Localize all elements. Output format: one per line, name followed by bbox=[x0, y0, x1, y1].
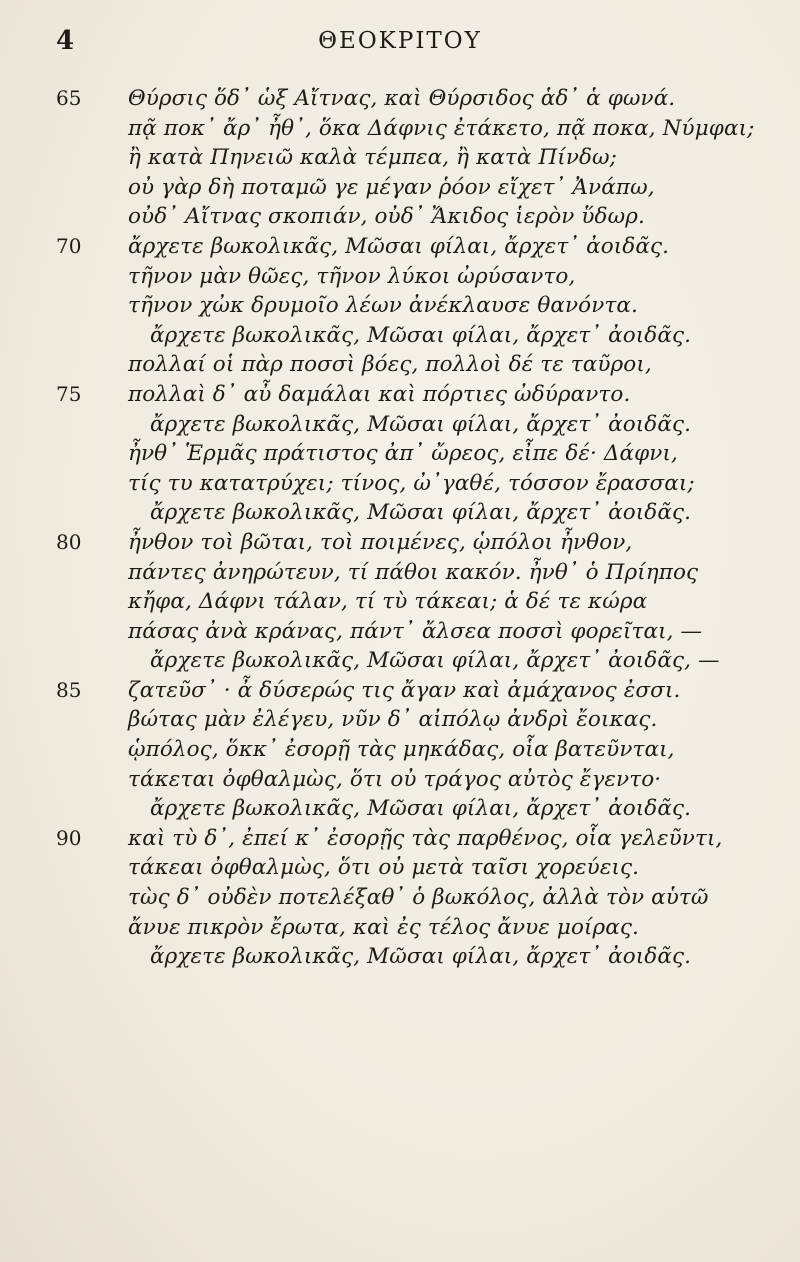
verse-line bbox=[0, 676, 800, 706]
verse-line bbox=[0, 202, 800, 232]
refrain-line-text: ἄρχετε βωκολικᾶς, Μῶσαι φίλαι, ἄρχετ᾽ ἀοιδᾶς. bbox=[150, 944, 692, 970]
verse-line-text: πάντες ἀνηρώτευν, τί πάθοι κακόν. ἦνθ᾽ ὁ Πρίηπος bbox=[128, 559, 699, 585]
verse-line-text: ᾡπόλος, ὅκκ᾽ ἐσορῇ τὰς μηκάδας, οἷα βατεῦνται, bbox=[128, 737, 675, 763]
verse-line-text: ἄρχετε βωκολικᾶς, Μῶσαι φίλαι, ἄρχετ᾽ ἀοιδᾶς. bbox=[128, 233, 670, 259]
verse-line-text: κἤφα, Δάφνι τάλαν, τί τὺ τάκεαι; ἁ δέ τε κώρα bbox=[128, 589, 648, 615]
verse-line-text: τῆνον χὠκ δρυμοῖο λέων ἀνέκλαυσε θανόντα. bbox=[128, 293, 638, 319]
verse-line bbox=[0, 143, 800, 173]
verse-line-text: τῆνον μὰν θῶες, τῆνον λύκοι ὠρύσαντο, bbox=[128, 263, 576, 289]
verse-line-text: οὐ γὰρ δὴ ποταμῶ γε μέγαν ῥόον εἴχετ᾽ Ἀνάπω, bbox=[128, 174, 655, 200]
verse-line bbox=[0, 410, 800, 440]
verse-line-text: ζατεῦσ᾽ · ἆ δύσερώς τις ἄγαν καὶ ἀμάχανος ἐσσι. bbox=[128, 677, 681, 703]
verse-line bbox=[0, 232, 800, 262]
verse-line bbox=[0, 173, 800, 203]
line-number: 75 bbox=[56, 381, 82, 406]
verse-line-text: οὐδ᾽ Αἴτνας σκοπιάν, οὐδ᾽ Ἄκιδος ἱερὸν ὕδωρ. bbox=[128, 204, 645, 230]
verse-line bbox=[0, 705, 800, 735]
verse-line-text: τίς τυ κατατρύχει; τίνος, ὠ᾽γαθέ, τόσσον ἔρασσαι; bbox=[128, 470, 695, 496]
verse-line bbox=[0, 291, 800, 321]
verse-line-text: ἦνθον τοὶ βῶται, τοὶ ποιμένες, ᾡπόλοι ἦνθον, bbox=[128, 529, 633, 555]
verse-line bbox=[0, 646, 800, 676]
verse-line bbox=[0, 853, 800, 883]
verse-line-text: καὶ τὺ δ᾽, ἐπεί κ᾽ ἐσορῇς τὰς παρθένος, οἷα γελεῦντι, bbox=[128, 825, 723, 851]
verse-line-text: πάσας ἀνὰ κράνας, πάντ᾽ ἄλσεα ποσσὶ φορεῖται, — bbox=[128, 618, 703, 644]
page-header bbox=[0, 26, 800, 66]
line-number: 70 bbox=[56, 233, 82, 258]
verse-line bbox=[0, 617, 800, 647]
verse-line bbox=[0, 380, 800, 410]
refrain-line-text: ἄρχετε βωκολικᾶς, Μῶσαι φίλαι, ἄρχετ᾽ ἀοιδᾶς. bbox=[150, 322, 692, 348]
verse-line bbox=[0, 824, 800, 854]
verse-line bbox=[0, 262, 800, 292]
verse-line bbox=[0, 942, 800, 972]
verse-line bbox=[0, 528, 800, 558]
verse-line-text: ἢ κατὰ Πηνειῶ καλὰ τέμπεα, ἢ κατὰ Πίνδω; bbox=[128, 145, 618, 171]
line-number: 90 bbox=[56, 825, 82, 850]
verse-line-text: ἄνυε πικρὸν ἔρωτα, καὶ ἐς τέλος ἄνυε μοίρας. bbox=[128, 914, 639, 940]
verse-line bbox=[0, 587, 800, 617]
refrain-line-text: ἄρχετε βωκολικᾶς, Μῶσαι φίλαι, ἄρχετ᾽ ἀοιδᾶς. bbox=[150, 500, 692, 526]
refrain-line-text: ἄρχετε βωκολικᾶς, Μῶσαι φίλαι, ἄρχετ᾽ ἀοιδᾶς. bbox=[150, 411, 692, 437]
verse-line bbox=[0, 84, 800, 114]
verse-line bbox=[0, 794, 800, 824]
verse-line bbox=[0, 498, 800, 528]
line-number: 65 bbox=[56, 86, 82, 110]
verse-line-text: ἦνθ᾽ Ἑρμᾶς πράτιστος ἀπ᾽ ὤρεος, εἶπε δέ· Δάφνι, bbox=[128, 441, 678, 467]
verse-line bbox=[0, 883, 800, 913]
verse-line bbox=[0, 321, 800, 351]
verse-line bbox=[0, 735, 800, 765]
verse-line bbox=[0, 469, 800, 499]
refrain-line-text: ἄρχετε βωκολικᾶς, Μῶσαι φίλαι, ἄρχετ᾽ ἀοιδᾶς. bbox=[150, 796, 692, 822]
verse-line bbox=[0, 913, 800, 943]
verse-line-text: πολλαὶ δ᾽ αὖ δαμάλαι καὶ πόρτιες ὠδύραντο. bbox=[128, 381, 631, 407]
verse-line-text: Θύρσις ὅδ᾽ ὡξ Αἴτνας, καὶ Θύρσιδος ἁδ᾽ ἁ φωνά. bbox=[128, 86, 676, 111]
verse-line bbox=[0, 439, 800, 469]
page-number: 4 bbox=[56, 26, 75, 56]
verse-line-text: βώτας μὰν ἐλέγευ, νῦν δ᾽ αἰπόλῳ ἀνδρὶ ἔοικας. bbox=[128, 707, 658, 733]
verse-line bbox=[0, 114, 800, 144]
verse-line bbox=[0, 765, 800, 795]
verse-line bbox=[0, 558, 800, 588]
verse-line-text: τὼς δ᾽ οὐδὲν ποτελέξαθ᾽ ὁ βωκόλος, ἀλλὰ τὸν αὑτῶ bbox=[128, 885, 709, 911]
refrain-line-text: ἄρχετε βωκολικᾶς, Μῶσαι φίλαι, ἄρχετ᾽ ἀοιδᾶς, — bbox=[150, 648, 720, 674]
line-number: 80 bbox=[56, 529, 82, 554]
poem-text bbox=[0, 84, 800, 972]
verse-line-text: πᾷ ποκ᾽ ἄρ᾽ ἦθ᾽, ὅκα Δάφνις ἐτάκετο, πᾷ ποκα, Νύμφαι; bbox=[128, 115, 755, 141]
verse-line-text: τάκεαι ὀφθαλμὼς, ὅτι οὐ μετὰ ταῖσι χορεύεις. bbox=[128, 855, 640, 881]
line-number: 85 bbox=[56, 677, 82, 702]
running-title: ΘΕΟΚΡΙΤΟΥ bbox=[318, 28, 482, 54]
verse-line-text: πολλαί οἱ πὰρ ποσσὶ βόες, πολλοὶ δέ τε ταῦροι, bbox=[128, 352, 652, 378]
verse-line-text: τάκεται ὀφθαλμὼς, ὅτι οὐ τράγος αὐτὸς ἔγεντο· bbox=[128, 766, 662, 792]
verse-line bbox=[0, 350, 800, 380]
